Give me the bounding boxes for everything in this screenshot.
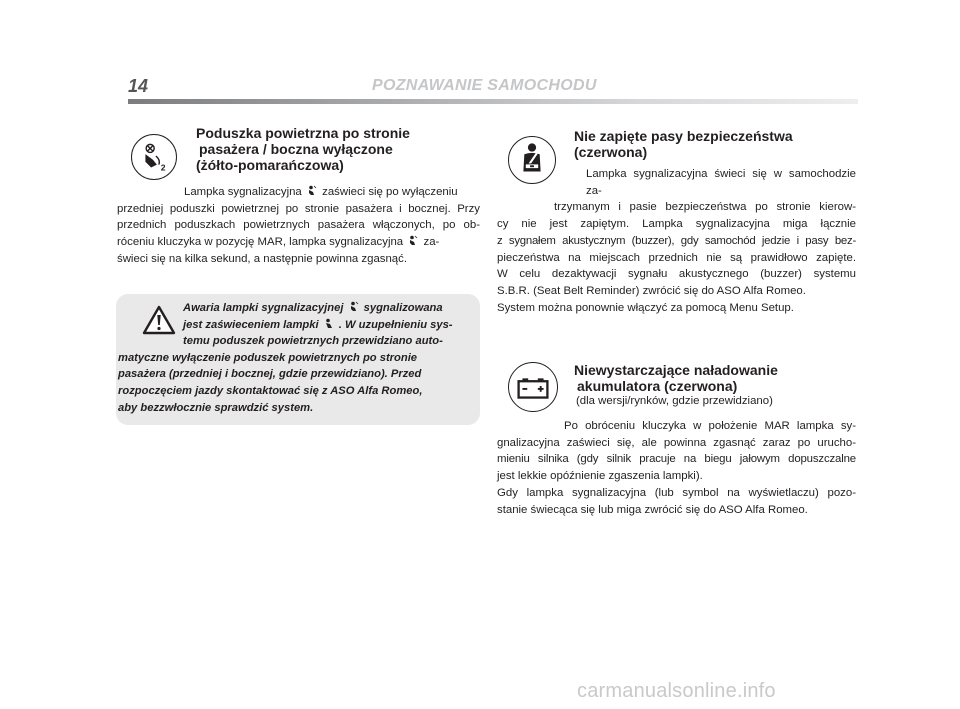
seatbelt-body-line-3: cy nie jest zapiętym. Lampka sygnalizacyjna miga łącznie <box>497 218 856 231</box>
warning-line-1 <box>118 300 474 317</box>
seatbelt-body-line-1: Lampka sygnalizacyjna świeci się w samochodzie za- <box>586 168 856 197</box>
header-rule <box>128 99 858 104</box>
warning-line-6: rozpoczęciem jazdy skontaktować się z ASO Alfa Romeo, <box>118 384 423 397</box>
airbag-lamp-glyph-icon <box>408 235 418 246</box>
battery-body-line-1: Po obróceniu kluczyka w położenie MAR lampka sy- <box>564 420 856 432</box>
airbag-lamp-glyph-icon <box>307 185 317 196</box>
running-title: POZNAWANIE SAMOCHODU <box>372 77 597 94</box>
battery-section-body <box>497 418 856 518</box>
airbag-body-line-5: świeci się na kilka sekund, a następnie powinna zgasnąć. <box>117 252 407 265</box>
seatbelt-body-line-8: System można ponownie włączyć za pomocą Menu Setup. <box>497 301 794 314</box>
warning-line-1b: sygnalizowana <box>363 302 443 314</box>
battery-icon <box>508 362 558 412</box>
seatbelt-title-line-1: Nie zapięte pasy bezpieczeństwa <box>574 128 793 144</box>
passenger-airbag-off-icon <box>131 134 177 180</box>
airbag-body-line-1b: zaświeci się po wyłączeniu <box>322 186 458 198</box>
airbag-body-line-2: przedniej poduszki powietrznej po stronie pasażera i bocznej. Przy <box>117 202 480 215</box>
seatbelt-body-line-2: trzymanym i pasie bezpieczeństwa po stronie kierow- <box>554 201 856 214</box>
airbag-fault-glyph-icon <box>324 318 334 329</box>
warning-line-3: temu poduszek powietrznych przewidziano auto- <box>183 335 443 348</box>
seatbelt-body-line-6: W celu dezaktywacji sygnału akustycznego (buzzer) systemu <box>497 268 856 281</box>
warning-text <box>118 300 474 416</box>
seatbelt-body-line-7: S.B.R. (Seat Belt Reminder) zwrócić się do ASO Alfa Romeo. <box>497 284 806 297</box>
seatbelt-title-line-2: (czerwona) <box>574 144 648 160</box>
warning-line-2a: jest zaświeceniem lampki <box>183 318 319 331</box>
airbag-body-line-4b: za- <box>423 236 440 249</box>
battery-title-line-1: Niewystarczające naładowanie <box>574 362 778 378</box>
battery-body-line-2: gnalizacyjna zaświeci się, ale powinna zgasnąć zaraz po urucho- <box>497 436 856 449</box>
seatbelt-section-body <box>497 166 856 316</box>
airbag-body-line-1a: Lampka sygnalizacyjna <box>184 186 302 198</box>
battery-section-subtitle: (dla wersji/rynków, gdzie przewidziano) <box>576 395 773 407</box>
battery-section-title <box>574 362 778 394</box>
warning-line-7: aby bezzwłocznie sprawdzić system. <box>118 401 314 414</box>
airbag-lamp-glyph-icon <box>349 301 359 312</box>
airbag-title-line-2: pasażera / boczna wyłączone <box>199 141 393 157</box>
airbag-body-line-3: przednich poduszkach powietrznych pasażera włączonych, po ob- <box>117 219 480 232</box>
seatbelt-body-line-4: z sygnałem akustycznym (buzzer), gdy samochód jedzie i pasy bez- <box>497 234 856 247</box>
airbag-body-line-4 <box>117 234 480 251</box>
warning-line-5: pasażera (przedniej i bocznej, gdzie przewidziano). Przed <box>118 368 422 381</box>
airbag-body-line-1 <box>117 184 480 201</box>
battery-body-line-3: mieniu silnika (gdy silnik pracuje na biegu jałowym dopuszczalne <box>497 453 856 466</box>
svg-text:2: 2 <box>160 162 166 173</box>
page-number: 14 <box>128 76 149 96</box>
battery-body-line-6: stanie świecąca się lub miga zwrócić się do ASO Alfa Romeo. <box>497 503 808 516</box>
airbag-section-body <box>117 184 480 268</box>
battery-title-line-2: akumulatora (czerwona) <box>577 378 738 394</box>
airbag-title-line-1: Poduszka powietrzna po stronie <box>196 125 410 141</box>
seatbelt-body-line-5: pieczeństwa na miejscach przednich nie są prawidłowo zapięte. <box>497 251 856 264</box>
seatbelt-section-title <box>574 128 793 160</box>
airbag-body-line-4a: róceniu kluczyka w pozycję MAR, lampka sygnalizacyjna <box>117 236 404 249</box>
warning-line-2b: . W uzupełnieniu sys- <box>338 318 453 331</box>
watermark: carmanualsonline.info <box>577 680 776 702</box>
warning-line-1a: Awaria lampki sygnalizacyjnej <box>183 302 344 314</box>
airbag-title-line-3: (żółto-pomarańczowa) <box>196 157 344 173</box>
battery-body-line-5: Gdy lampka sygnalizacyjna (lub symbol na wyświetlaczu) pozo- <box>497 486 856 499</box>
airbag-section-title <box>196 125 410 173</box>
battery-body-line-4: jest lekkie opóźnienie zgaszenia lampki). <box>497 470 703 483</box>
warning-line-2 <box>118 317 474 334</box>
warning-line-4: matyczne wyłączenie poduszek powietrznych po stronie <box>118 351 418 364</box>
